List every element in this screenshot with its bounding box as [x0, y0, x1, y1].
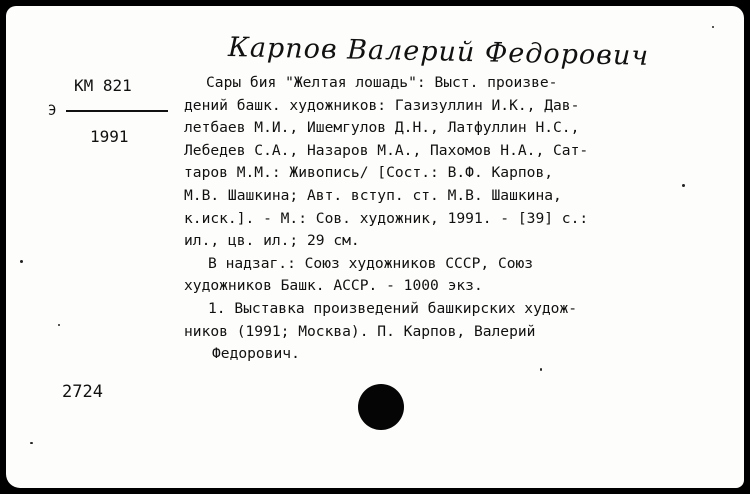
inventory-number: 2724	[62, 382, 103, 402]
shelf-letter: Э	[48, 103, 57, 119]
shelf-year: 1991	[90, 127, 129, 146]
record-line: к.иск.]. - М.: Сов. художник, 1991. - [39] с.:	[184, 209, 589, 227]
record-line: таров М.М.: Живопись/ [Сост.: В.Ф. Карпов,	[184, 164, 554, 182]
record-line: дений башк. художников: Газизуллин И.К., Дав-	[184, 96, 580, 114]
record-line: ников (1991; Москва). П. Карпов, Валерий	[184, 322, 536, 340]
record-line: ил., цв. ил.; 29 см.	[184, 232, 360, 250]
scan-speck	[20, 260, 23, 263]
punch-hole	[358, 384, 404, 430]
record-line: В надзаг.: Союз художников СССР, Союз	[208, 254, 534, 272]
record-line: художников Башк. АССР. - 1000 экз.	[184, 277, 483, 295]
catalog-card	[6, 6, 744, 488]
record-line: М.В. Шашкина; Авт. вступ. ст. М.В. Шашкина,	[184, 186, 562, 204]
handwritten-heading: Карпов Валерий Федорович	[227, 32, 650, 72]
scan-speck	[682, 184, 685, 187]
scan-speck	[30, 442, 33, 444]
shelf-code: КМ 821	[74, 76, 132, 95]
scan-speck	[540, 368, 542, 371]
record-line: 1. Выставка произведений башкирских худож-	[208, 299, 578, 317]
record-line: летбаев М.И., Ишемгулов Д.Н., Латфуллин Н.С.,	[184, 119, 580, 137]
shelf-divider	[66, 110, 168, 112]
bibliographic-record	[184, 72, 712, 366]
record-line: Лебедев С.А., Назаров М.А., Пахомов Н.А., Сат-	[184, 141, 589, 159]
scan-speck	[58, 324, 60, 326]
scan-speck	[712, 26, 714, 28]
record-line: Сары бия "Желтая лошадь": Выст. произве-	[206, 74, 558, 91]
record-line: Федорович.	[212, 345, 300, 363]
